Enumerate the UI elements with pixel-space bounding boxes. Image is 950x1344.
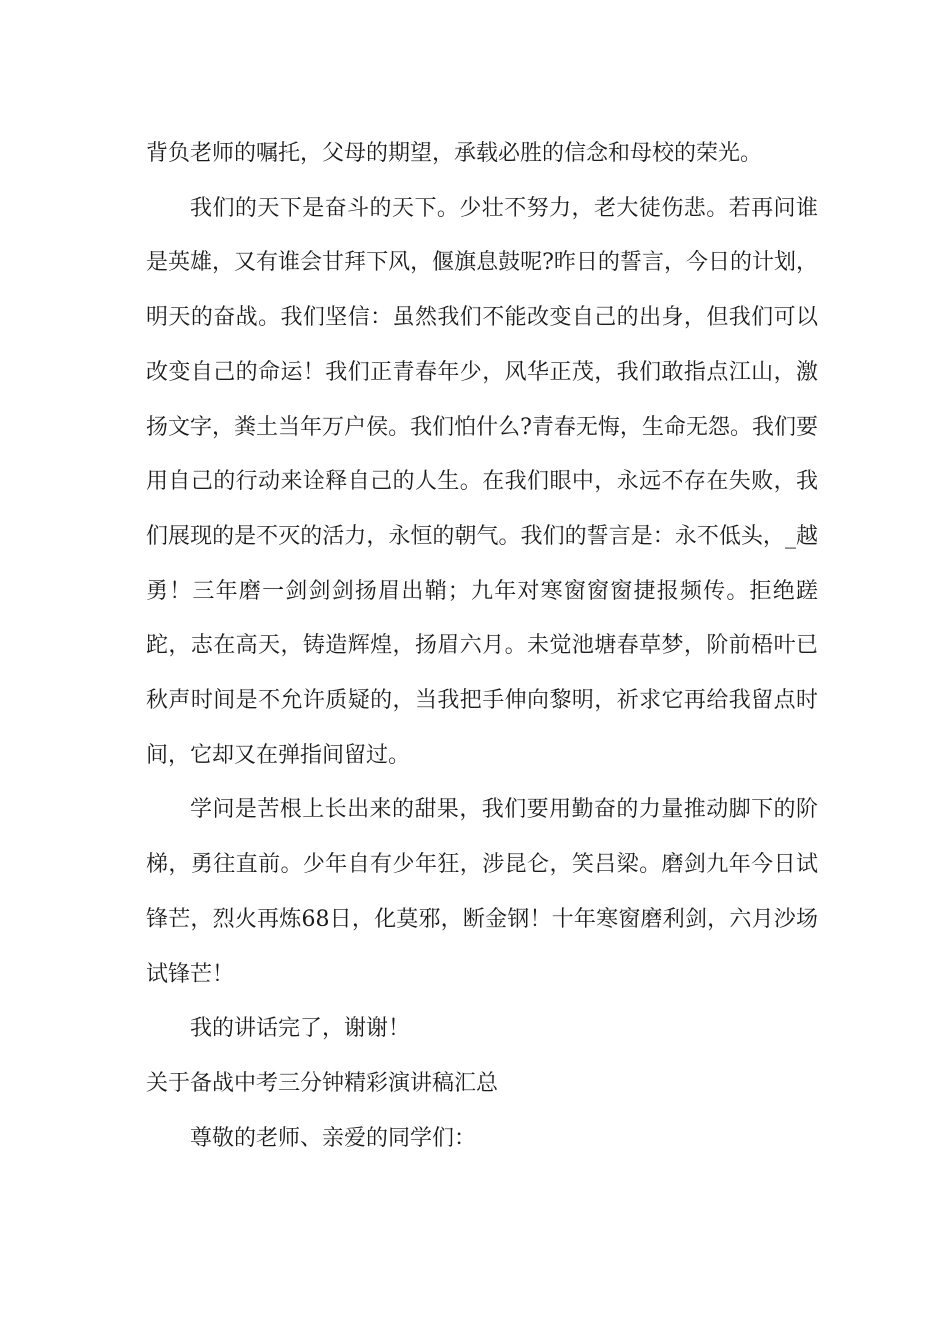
paragraph-closing: 我的讲话完了，谢谢！ xyxy=(190,1016,411,1042)
paragraph-2: 我们的天下是奋斗的天下。少壮不努力，老大徒伤悲。若再问谁是英雄，又有谁会甘拜下风，偃旗息鼓呢?昨日的誓言，今日的计划，明天的奋战。我们坚信：虽然我们不能改变自己的出身，但我们可以改变自己的命运！我们正青春年少，风华正茂，我们敢指点江山，激扬文字，粪土当年万户侯。我们怕什么?青春无悔，生命无怨。我们要用自己的行动来诠释自己的人生。在我们眼中，永远不存在失败，我们展现的是不灭的活力，永恒的朝气。我们的誓言是：永不低头，_越勇！三年磨一剑剑剑扬眉出鞘；九年对寒窗窗窗捷报频传。拒绝蹉跎，志在高天，铸造辉煌，扬眉六月。未觉池塘春草梦，阶前梧叶已秋声时间是不允许质疑的，当我把手伸向黎明，祈求它再给我留点时间，它却又在弹指间留过。 xyxy=(146,195,818,768)
section-heading: 关于备战中考三分钟精彩演讲稿汇总 xyxy=(146,1070,499,1096)
paragraph-3: 学问是苦根上长出来的甜果，我们要用勤奋的力量推动脚下的阶梯，勇往直前。少年自有少年狂，涉昆仑，笑吕梁。磨剑九年今日试锋芒，烈火再炼68日，化莫邪，断金钢！十年寒窗磨利剑，六月沙场试锋芒！ xyxy=(146,797,818,987)
salutation: 尊敬的老师、亲爱的同学们： xyxy=(190,1125,477,1151)
document-body xyxy=(146,127,818,1166)
paragraph-1: 背负老师的嘱托，父母的期望，承载必胜的信念和母校的荣光。 xyxy=(146,141,763,166)
